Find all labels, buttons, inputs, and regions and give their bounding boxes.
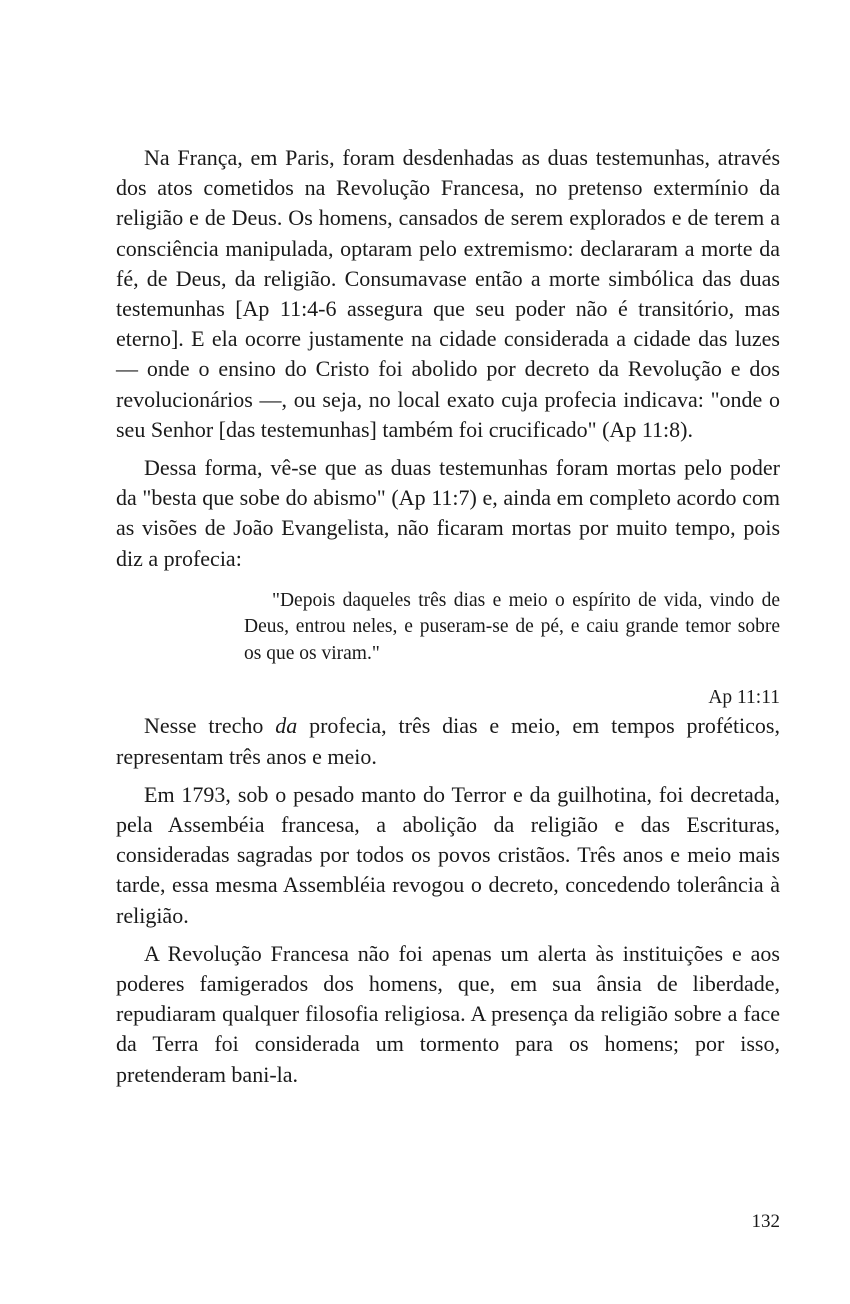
paragraph-1793: Em 1793, sob o pesado manto do Terror e da guilhotina, foi decretada, pela Assembéia francesa, a abolição da religião e das Escrituras, consideradas sagradas por todos os povos cristãos. Três anos e meio mais tarde, essa mesma Assembléia revogou o decreto, concedendo tolerância à religião. xyxy=(116,781,780,928)
paragraph-three-days xyxy=(116,711,780,771)
paragraph-paris-revolution: Na França, em Paris, foram desdenhadas as duas testemunhas, através dos atos cometidos na Revolução Francesa, no pretenso extermínio da religião e de Deus. Os homens, cansados de serem explorados e de terem a consciência manipulada, optaram pelo extremismo: declararam a morte da fé, de Deus, da religião. Consumavase então a morte simbólica das duas testemunhas [Ap 11:4-6 assegura que seu poder não é transitório, mas eterno]. E ela ocorre justamente na cidade considerada a cidade das luzes — onde o ensino do Cristo foi abolido por decreto da Revolução e dos revolucionários —, ou seja, no local exato cuja profecia indicava: "onde o seu Senhor [das testemunhas] também foi crucificado" (Ap 11:8). xyxy=(116,145,780,442)
paragraph-three-days-part2: profecia, três dias e meio, em tempos proféticos, representam três anos e meio. xyxy=(116,713,780,769)
page-body xyxy=(116,143,780,1090)
paragraph-revolution-conclusion: A Revolução Francesa não foi apenas um alerta às instituições e aos poderes famigerados dos homens, que, em sua ânsia de liberdade, repudiaram qualquer filosofia religiosa. A presença da religião sobre a face da Terra foi considerada um tormento para os homens; por isso, pretenderam bani-la. xyxy=(116,940,780,1087)
paragraph-two-witnesses: Dessa forma, vê-se que as duas testemunhas foram mortas pelo poder da "besta que sobe do abismo" (Ap 11:7) e, ainda em completo acordo com as visões de João Evangelista, não ficaram mortas por muito tempo, pois diz a profecia: xyxy=(116,455,780,571)
page-number: 132 xyxy=(751,1211,780,1232)
paragraph-three-days-italic: da xyxy=(275,713,298,739)
block-quote: "Depois daqueles três dias e meio o espírito de vida, vindo de Deus, entrou neles, e puseram-se de pé, e caiu grande temor sobre os que os viram." xyxy=(244,589,780,664)
quote-citation: Ap 11:11 xyxy=(708,687,780,709)
quote-block xyxy=(116,588,780,712)
paragraph-three-days-part1: Nesse trecho xyxy=(144,713,276,739)
